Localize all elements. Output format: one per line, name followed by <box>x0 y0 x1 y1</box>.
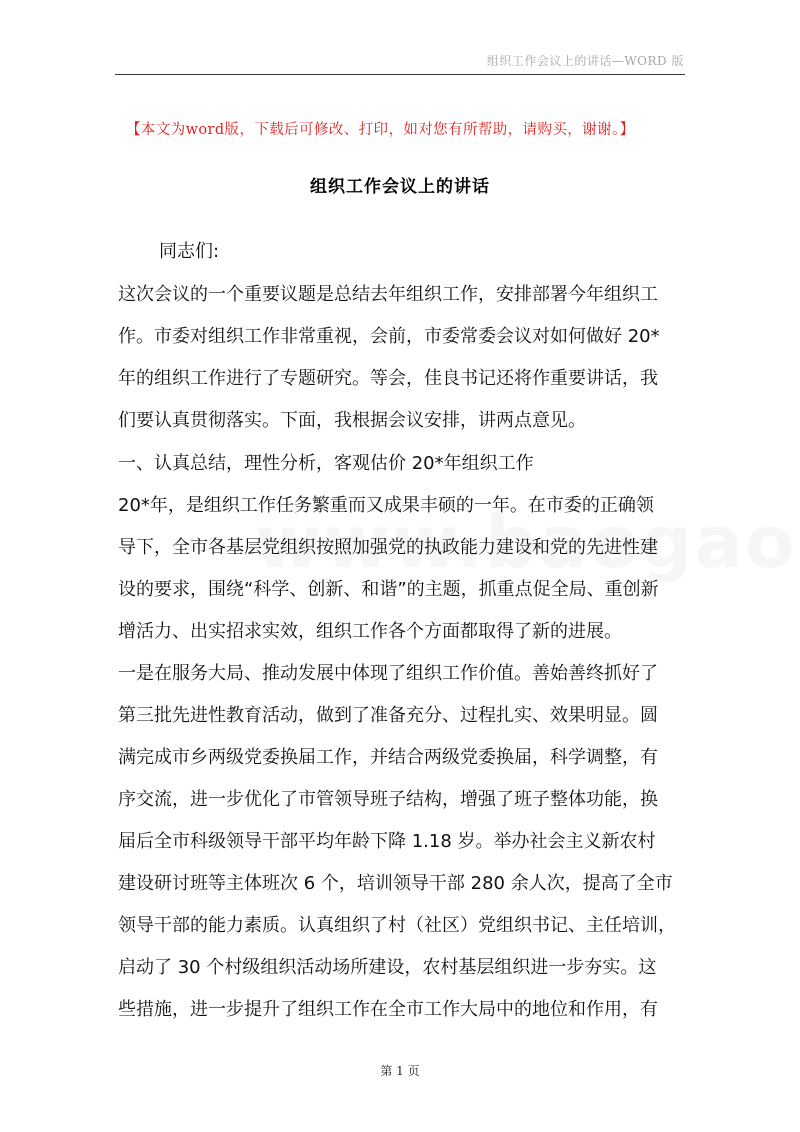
body-line: 这次会议的一个重要议题是总结去年组织工作，安排部署今年组织工 <box>118 284 658 305</box>
body-line: 些措施，进一步提升了组织工作在全市工作大局中的地位和作用，有 <box>118 999 658 1020</box>
header-divider <box>115 74 685 75</box>
body-line: 年的组织工作进行了专题研究。等会，佳良书记还将作重要讲话，我 <box>118 368 658 389</box>
greeting: 同志们: <box>159 241 220 262</box>
body-line: 领导干部的能力素质。认真组织了村（社区）党组织书记、主任培训， <box>118 915 676 936</box>
body-line: 增活力、出实招求实效，组织工作各个方面都取得了新的进展。 <box>118 621 622 642</box>
body-line: 们要认真贯彻落实。下面，我根据会议安排，讲两点意见。 <box>118 410 586 431</box>
body-line: 建设研讨班等主体班次 6 个，培训领导干部 280 余人次，提高了全市 <box>118 873 673 894</box>
body-line: 导下，全市各基层党组织按照加强党的执政能力建设和党的先进性建 <box>118 537 658 558</box>
body-line: 满完成市乡两级党委换届工作，并结合两级党委换届，科学调整，有 <box>118 747 658 768</box>
section-heading: 一、认真总结，理性分析，客观估价 20*年组织工作 <box>118 453 534 474</box>
page-number: 第 1 页 <box>380 1064 420 1078</box>
body-line: 一是在服务大局、推动发展中体现了组织工作价值。善始善终抓好了 <box>118 663 658 684</box>
running-header: 组织工作会议上的讲话—WORD 版 <box>486 54 684 68</box>
body-line: 届后全市科级领导干部平均年龄下降 1.18 岁。举办社会主义新农村 <box>118 831 656 852</box>
body-line: 设的要求，围绕“科学、创新、和谐”的主题，抓重点促全局、重创新 <box>118 579 659 600</box>
body-line: 作。市委对组织工作非常重视，会前，市委常委会议对如何做好 20* <box>118 326 660 347</box>
body-line: 启动了 30 个村级组织活动场所建设，农村基层组织进一步夯实。这 <box>118 957 657 978</box>
purchase-notice: 【本文为word版，下载后可修改、打印，如对您有所帮助，请购买，谢谢。】 <box>126 122 635 138</box>
body-line: 20*年，是组织工作任务繁重而又成果丰硕的一年。在市委的正确领 <box>118 495 654 516</box>
body-line: 序交流，进一步优化了市管领导班子结构，增强了班子整体功能，换 <box>118 789 658 810</box>
document-title: 组织工作会议上的讲话 <box>310 177 490 197</box>
body-line: 第三批先进性教育活动，做到了准备充分、过程扎实、效果明显。圆 <box>118 705 658 726</box>
